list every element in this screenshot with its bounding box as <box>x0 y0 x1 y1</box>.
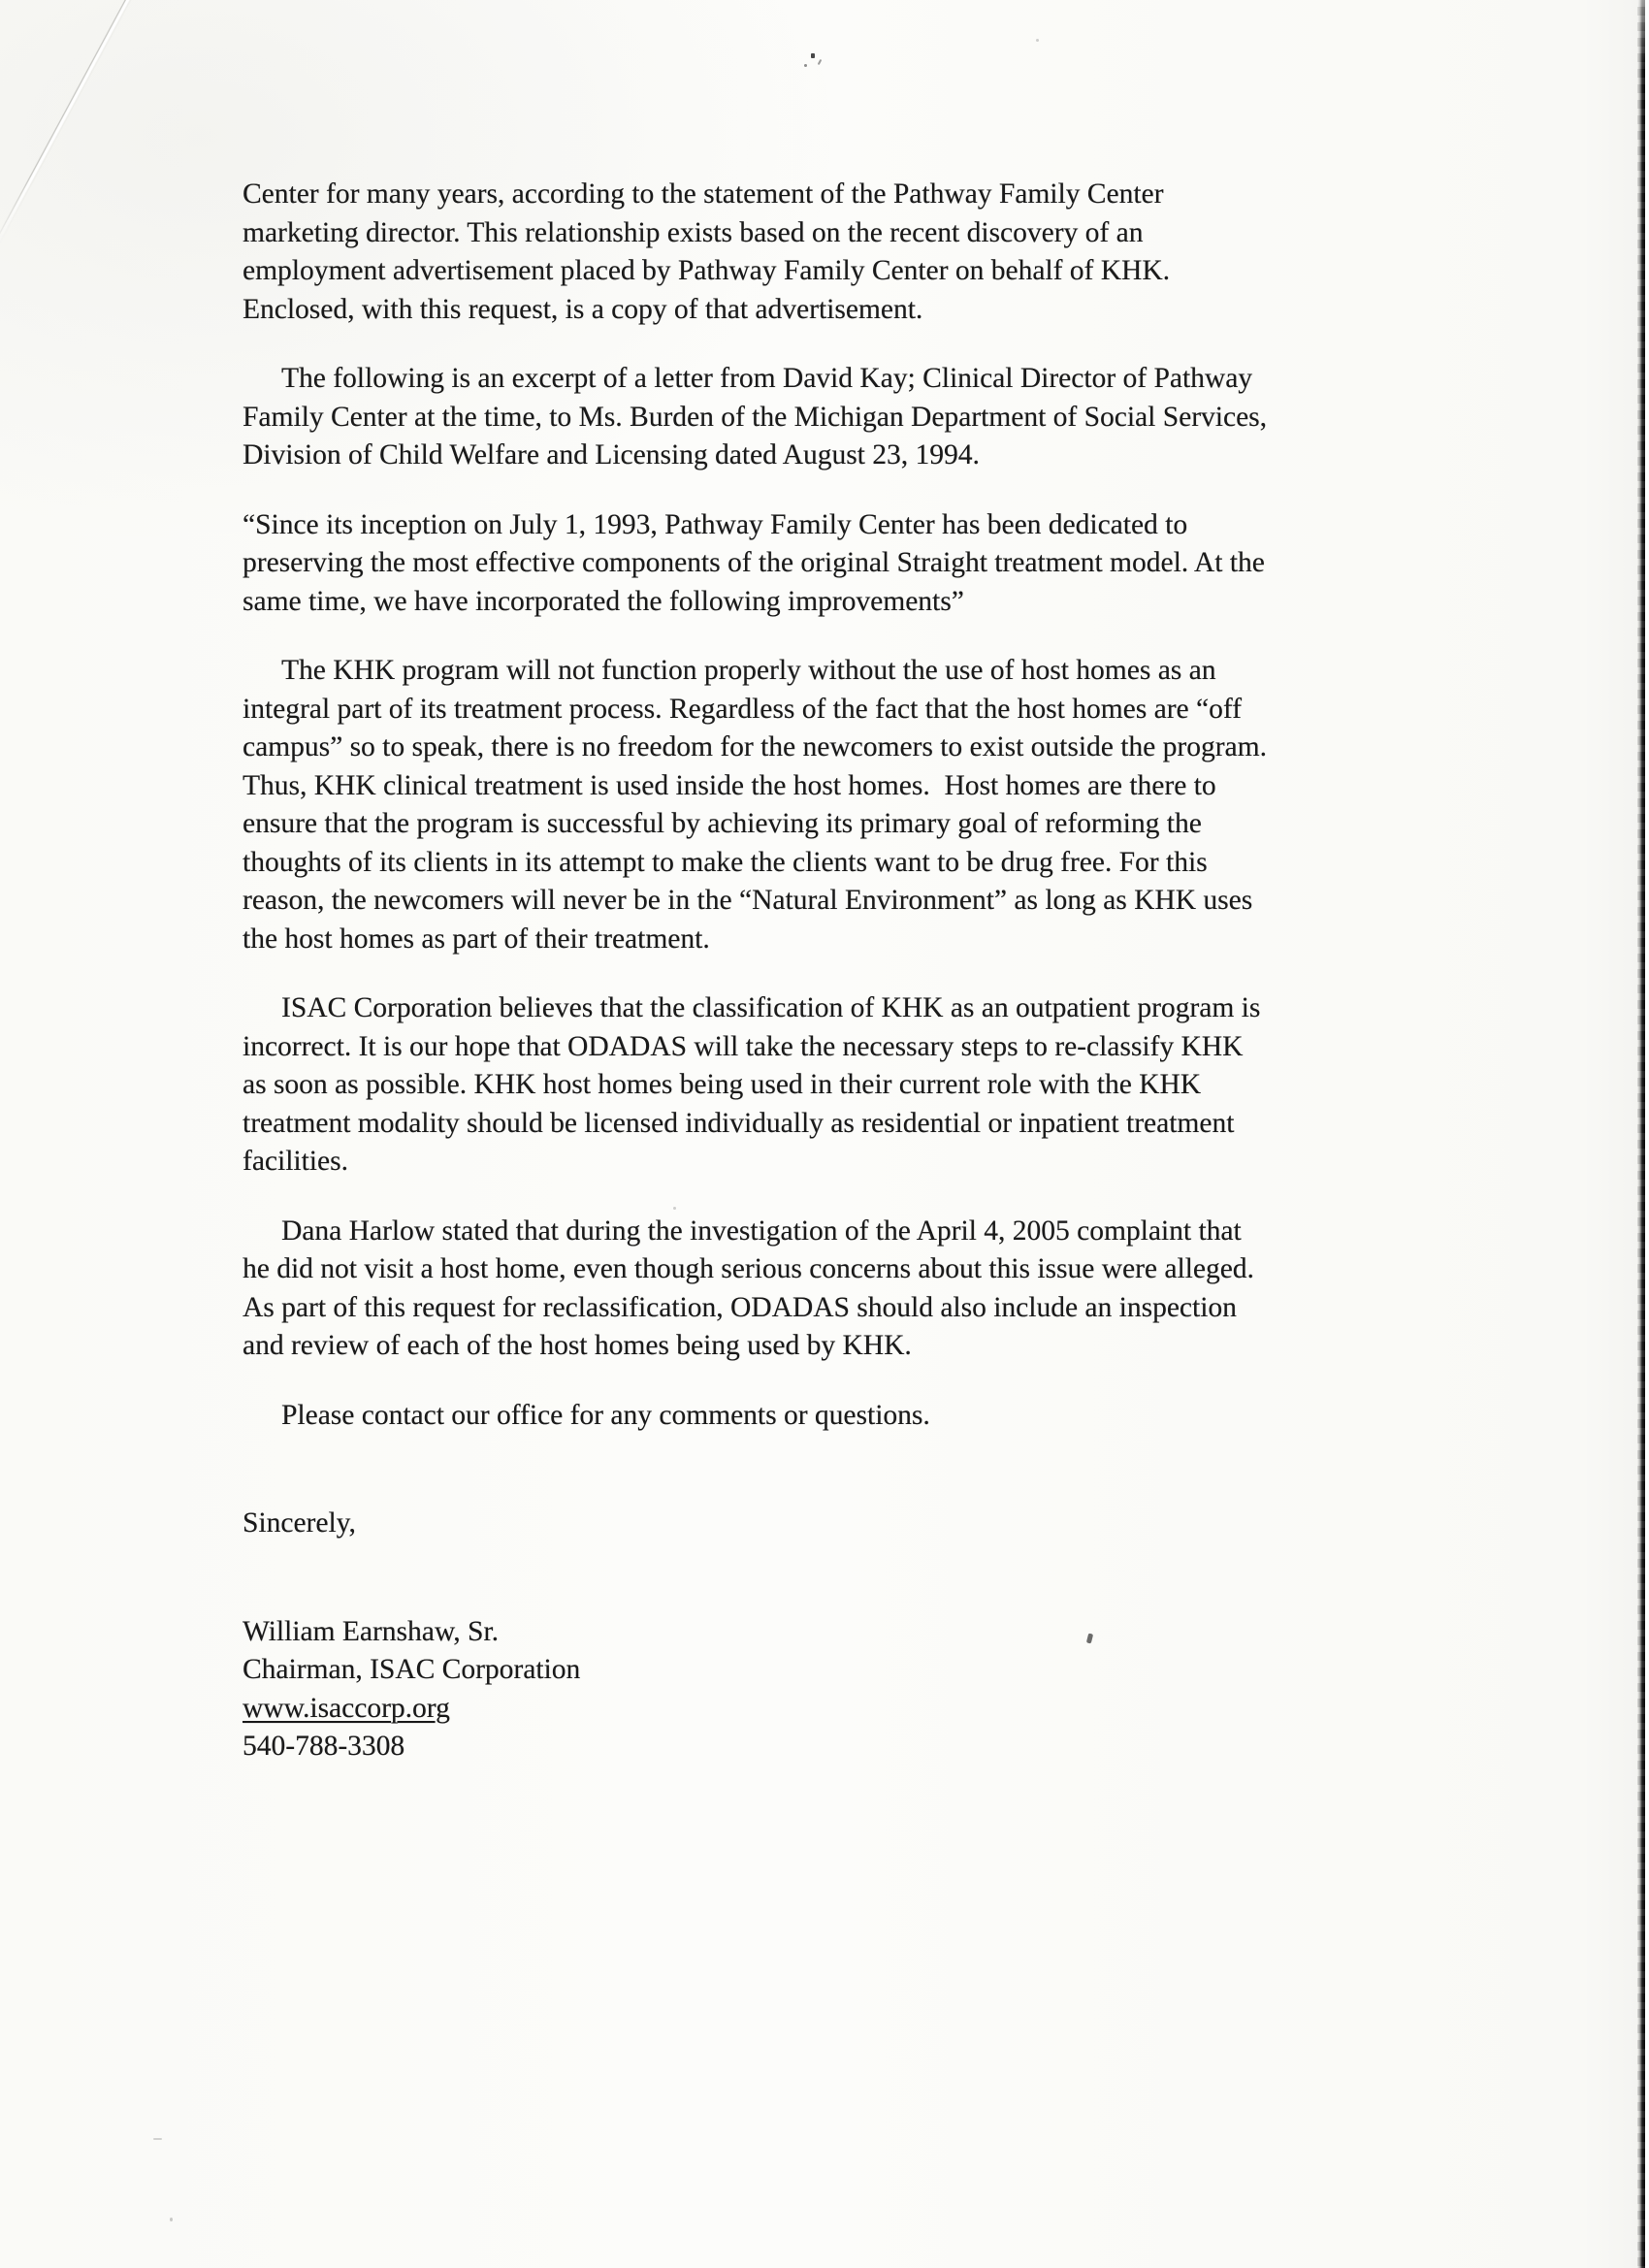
scan-edge-shadow <box>1637 0 1645 2268</box>
signatory-title: Chairman, ISAC Corporation <box>242 1654 581 1685</box>
signatory-name: William Earnshaw, Sr. <box>242 1615 499 1647</box>
signature-block <box>242 1613 1533 1766</box>
letter-line: employment advertisement placed by Pathway Family Center on behalf of KHK. <box>242 255 1171 286</box>
letter-line: marketing director. This relationship exists based on the recent discovery of an <box>242 216 1144 248</box>
letter-line: he did not visit a host home, even though serious concerns about this issue were alleged. <box>242 1253 1254 1284</box>
letter-line: treatment modality should be licensed individually as residential or inpatient treatment <box>242 1107 1235 1139</box>
letter-line: incorrect. It is our hope that ODADAS will take the necessary steps to re-classify KHK <box>242 1030 1244 1062</box>
letter-paragraph <box>242 360 1533 475</box>
letter-line: “Since its inception on July 1, 1993, Pathway Family Center has been dedicated to <box>242 508 1188 540</box>
letter-line: Dana Harlow stated that during the investigation of the April 4, 2005 complaint that <box>281 1215 1242 1247</box>
signatory-phone: 540-788-3308 <box>242 1731 405 1762</box>
toner-speck <box>804 64 807 67</box>
letter-paragraph <box>242 1213 1533 1366</box>
letter-line: integral part of its treatment process. Regardless of the fact that the host homes are “off <box>242 693 1242 725</box>
letter-paragraph <box>242 506 1533 622</box>
letter-line: facilities. <box>242 1146 348 1177</box>
toner-speck <box>1036 39 1039 42</box>
letter-line: Family Center at the time, to Ms. Burden of the Michigan Department of Social Services, <box>242 401 1268 433</box>
letter-line: same time, we have incorporated the following improvements” <box>242 585 964 617</box>
letter-line: as soon as possible. KHK host homes being used in their current role with the KHK <box>242 1069 1202 1100</box>
toner-speck <box>811 53 815 58</box>
closing-salutation: Sincerely, <box>242 1507 356 1539</box>
letter-line: preserving the most effective components of the original Straight treatment model. At the <box>242 547 1265 578</box>
letter-paragraph <box>242 1397 1533 1436</box>
toner-speck <box>153 2138 162 2140</box>
letter-line: ISAC Corporation believes that the classification of KHK as an outpatient program is <box>281 992 1261 1023</box>
letter-line: As part of this request for reclassification, ODADAS should also include an inspection <box>242 1291 1237 1323</box>
letter-line: and review of each of the host homes being used by KHK. <box>242 1330 912 1361</box>
signatory-website: www.isaccorp.org <box>242 1692 450 1724</box>
toner-speck <box>673 1207 676 1210</box>
letter-line: Division of Child Welfare and Licensing dated August 23, 1994. <box>242 439 980 470</box>
letter-line: campus” so to speak, there is no freedom for the newcomers to exist outside the program. <box>242 731 1267 762</box>
letter-line: the host homes as part of their treatment. <box>242 923 710 955</box>
letter-line: reason, the newcomers will never be in the “Natural Environment” as long as KHK uses <box>242 885 1253 916</box>
toner-speck <box>170 2218 173 2221</box>
scan-crease-artifact <box>0 0 133 250</box>
letter-paragraphs <box>242 176 1533 1435</box>
letter-line: thoughts of its clients in its attempt to make the clients want to be drug free. For this <box>242 846 1208 878</box>
scan-edge-margin <box>1645 0 1649 2268</box>
letter-paragraph <box>242 989 1533 1182</box>
letter-body <box>242 176 1533 1766</box>
letter-line: The following is an excerpt of a letter from David Kay; Clinical Director of Pathway <box>281 363 1253 394</box>
letter-line: Enclosed, with this request, is a copy of that advertisement. <box>242 293 923 325</box>
toner-speck <box>818 59 823 65</box>
letter-line: Thus, KHK clinical treatment is used inside the host homes. Host homes are there to <box>242 769 1216 801</box>
letter-line: Center for many years, according to the statement of the Pathway Family Center <box>242 178 1164 210</box>
letter-line: ensure that the program is successful by achieving its primary goal of reforming the <box>242 808 1202 839</box>
letter-paragraph <box>242 652 1533 958</box>
letter-paragraph <box>242 176 1533 329</box>
letter-line: The KHK program will not function properly without the use of host homes as an <box>281 655 1216 686</box>
letter-line: Please contact our office for any comments or questions. <box>281 1399 930 1431</box>
